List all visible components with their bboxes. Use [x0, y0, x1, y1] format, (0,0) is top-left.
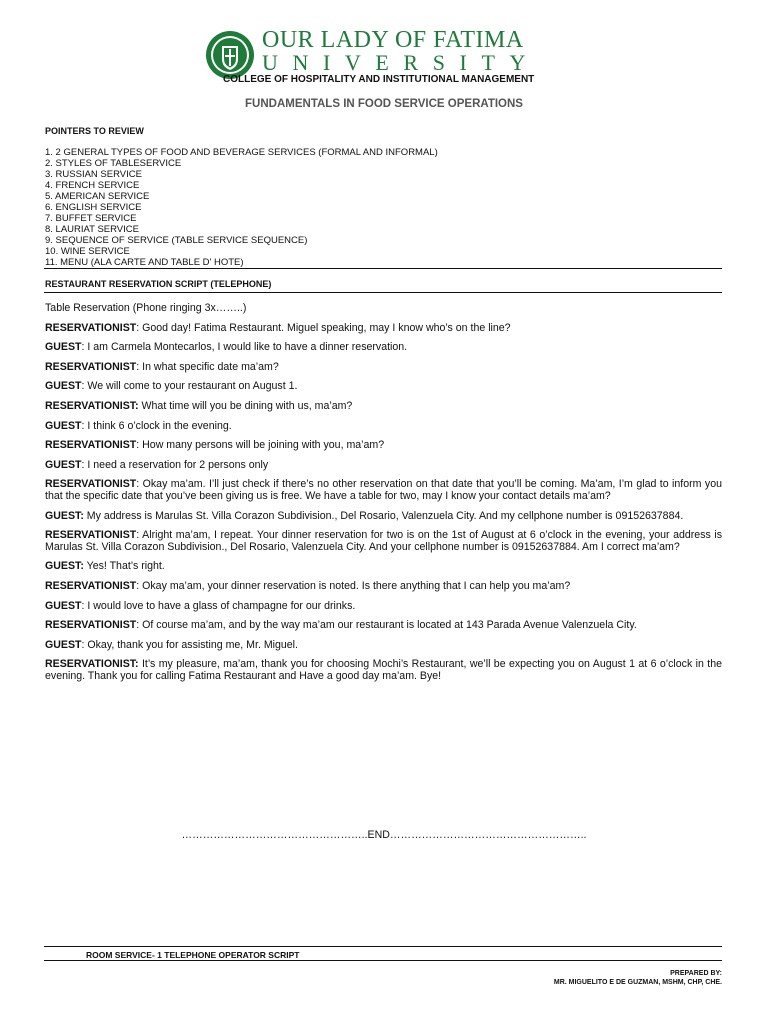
- speaker-name: RESERVATIONIST:: [45, 399, 139, 412]
- speaker-separator: :: [81, 599, 85, 612]
- dialogue-text: Okay ma’am, your dinner reservation is noted. Is there anything that I can help you ma’am?: [139, 579, 571, 592]
- speaker-name: RESERVATIONIST:: [45, 658, 139, 671]
- pointer-item: 9. SEQUENCE OF SERVICE (TABLE SERVICE SEQUENCE): [45, 235, 308, 246]
- dialogue-line: [45, 323, 722, 335]
- pointer-item: 5. AMERICAN SERVICE: [45, 191, 150, 202]
- section-divider: [44, 268, 722, 269]
- pointers-title: POINTERS TO REVIEW: [45, 126, 144, 136]
- university-name-line2: UNIVERSITY: [262, 50, 540, 75]
- dialogue-line: [45, 640, 722, 652]
- dialogue-line: [45, 440, 722, 452]
- end-marker: ……………………………………………..END………………………………………………..: [181, 829, 587, 841]
- dialogue-line: [45, 511, 722, 523]
- pointer-item: 4. FRENCH SERVICE: [45, 180, 140, 191]
- dialogue-text: In what specific date ma’am?: [139, 360, 279, 373]
- dialogue-line: [45, 421, 722, 433]
- speaker-separator: :: [136, 619, 140, 632]
- prepared-by-block: [554, 969, 722, 987]
- speaker-name: RESERVATIONIST: [45, 360, 137, 373]
- dialogue-text: Good day! Fatima Restaurant. Miguel speaking, may I know who’s on the line?: [139, 321, 511, 334]
- speaker-name: GUEST: [45, 638, 82, 651]
- next-section-title: ROOM SERVICE- 1 TELEPHONE OPERATOR SCRIPT: [86, 950, 300, 960]
- pointer-item: 8. LAURIAT SERVICE: [45, 224, 139, 235]
- dialogue-line: [45, 561, 722, 573]
- speaker-separator: :: [136, 321, 140, 334]
- speaker-separator: :: [81, 419, 85, 432]
- dialogue-line: [45, 460, 722, 472]
- speaker-name: GUEST:: [45, 560, 84, 573]
- speaker-separator: :: [136, 529, 140, 542]
- university-name-line1: OUR LADY OF FATIMA: [262, 27, 524, 53]
- dialogue-line: [45, 659, 722, 682]
- dialogue-text: Alright ma’am, I repeat. Your dinner reservation for two is on the 1st of August at 6 o’clock in the evening, your address is Marulas St. Villa Corazon Subdivision., Del Rosario, Valenzuela City. And your cellphone number is 09152637884. Am I correct ma’am?: [45, 529, 722, 553]
- footer-divider: [44, 946, 722, 947]
- pointer-item: 1. 2 GENERAL TYPES OF FOOD AND BEVERAGE SERVICES (FORMAL AND INFORMAL): [45, 147, 438, 158]
- pointers-list: [45, 147, 438, 268]
- speaker-name: RESERVATIONIST: [45, 529, 137, 542]
- speaker-name: RESERVATIONIST: [45, 619, 137, 632]
- speaker-separator: :: [81, 341, 85, 354]
- college-name: COLLEGE OF HOSPITALITY AND INSTITUTIONAL MANAGEMENT: [223, 74, 535, 85]
- dialogue-line: [45, 401, 722, 413]
- speaker-separator: :: [136, 360, 140, 373]
- dialogue-line: [45, 362, 722, 374]
- university-seal-logo: [205, 30, 255, 80]
- preparer-name: MR. MIGUELITO E DE GUZMAN, MSHM, CHP, CHE.: [553, 979, 722, 986]
- speaker-name: RESERVATIONIST: [45, 321, 137, 334]
- speaker-separator: :: [81, 458, 85, 471]
- dialogue-text: Okay, thank you for assisting me, Mr. Miguel.: [84, 638, 298, 651]
- dialogue-text: We will come to your restaurant on August 1.: [84, 380, 298, 393]
- prepared-by-label: PREPARED BY:: [670, 970, 722, 977]
- course-title: FUNDAMENTALS IN FOOD SERVICE OPERATIONS: [245, 98, 523, 110]
- speaker-name: RESERVATIONIST: [45, 579, 137, 592]
- pointer-item: 10. WINE SERVICE: [45, 246, 130, 257]
- pointer-item: 7. BUFFET SERVICE: [45, 213, 137, 224]
- script-title: RESTAURANT RESERVATION SCRIPT (TELEPHONE): [45, 279, 272, 289]
- speaker-name: GUEST: [45, 341, 82, 354]
- dialogue-text: Of course ma’am, and by the way ma’am our restaurant is located at 143 Parada Avenue Valenzuela City.: [139, 619, 637, 632]
- speaker-separator: :: [136, 478, 140, 491]
- speaker-name: GUEST: [45, 458, 82, 471]
- speaker-name: GUEST: [45, 380, 82, 393]
- dialogue-line: [45, 381, 722, 393]
- speaker-name: GUEST: [45, 599, 82, 612]
- dialogue-text: It’s my pleasure, ma’am, thank you for choosing Mochi’s Restaurant, we’ll be expecting you on August 1 at 6 o’clock in the evening. Thank you for calling Fatima Restaurant and Have a good day ma’am. Bye!: [45, 658, 722, 682]
- pointer-item: 3. RUSSIAN SERVICE: [45, 169, 142, 180]
- script-intro: Table Reservation (Phone ringing 3x……..): [45, 302, 247, 314]
- dialogue-text: I need a reservation for 2 persons only: [84, 458, 269, 471]
- section-divider: [44, 292, 722, 293]
- dialogue-line: [45, 530, 722, 553]
- speaker-name: RESERVATIONIST: [45, 439, 137, 452]
- dialogue-line: [45, 342, 722, 354]
- pointer-item: 11. MENU (ALA CARTE AND TABLE D' HOTE): [45, 257, 244, 268]
- dialogue-text: I am Carmela Montecarlos, I would like to have a dinner reservation.: [84, 341, 408, 354]
- dialogue-text: How many persons will be joining with you, ma’am?: [139, 439, 385, 452]
- dialogue-text: What time will you be dining with us, ma’am?: [138, 399, 353, 412]
- dialogue-line: [45, 601, 722, 613]
- dialogue-text: I would love to have a glass of champagne for our drinks.: [84, 599, 356, 612]
- dialogue-text: I think 6 o’clock in the evening.: [84, 419, 232, 432]
- speaker-separator: :: [136, 439, 140, 452]
- pointer-item: 6. ENGLISH SERVICE: [45, 202, 142, 213]
- speaker-separator: :: [81, 638, 85, 651]
- speaker-separator: :: [81, 380, 85, 393]
- dialogue-line: [45, 620, 722, 632]
- dialogue-line: [45, 581, 722, 593]
- script-body: [45, 303, 722, 690]
- speaker-separator: :: [136, 579, 140, 592]
- dialogue-text: Yes! That’s right.: [83, 560, 165, 573]
- dialogue-text: My address is Marulas St. Villa Corazon Subdivision., Del Rosario, Valenzuela City. And my cellphone number is 09152637884.: [83, 509, 684, 522]
- dialogue-text: Okay ma’am. I’ll just check if there’s no other reservation on that date that you’ll be coming. Ma’am, I’m glad to inform you that the specific date that you’ve been giving us is free. We have a table for two, may I know your contact details ma’am?: [45, 478, 722, 502]
- pointer-item: 2. STYLES OF TABLESERVICE: [45, 158, 182, 169]
- speaker-name: GUEST: [45, 419, 82, 432]
- speaker-name: GUEST:: [45, 509, 84, 522]
- footer-divider: [44, 960, 722, 961]
- speaker-name: RESERVATIONIST: [45, 478, 137, 491]
- dialogue-line: [45, 479, 722, 502]
